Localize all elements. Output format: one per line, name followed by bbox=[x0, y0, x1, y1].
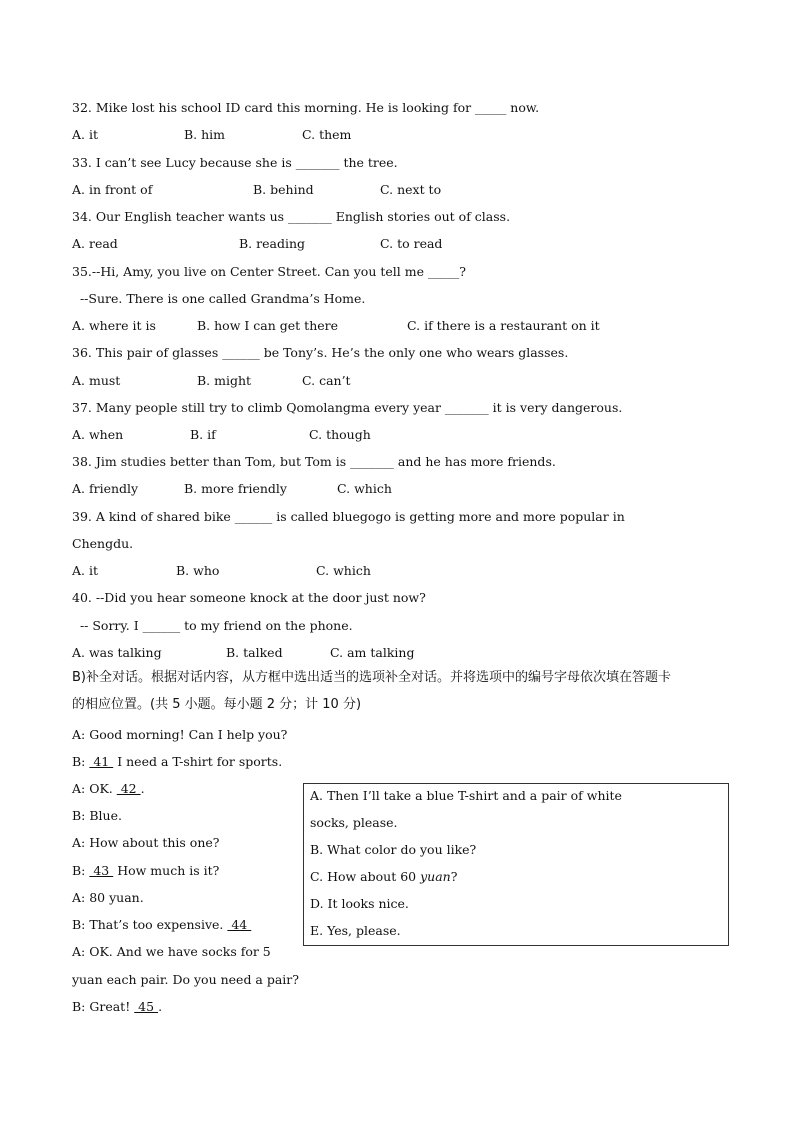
blank-45: 45 bbox=[134, 999, 159, 1014]
q39-option-b: B. who bbox=[176, 563, 220, 578]
q39-option-c: C. which bbox=[316, 563, 371, 578]
question-40-reply: -- Sorry. I ______ to my friend on the phone. bbox=[72, 618, 353, 633]
dialogue-line-2: B: 41 I need a T-shirt for sports. bbox=[72, 754, 283, 769]
dialogue-line-11: B: Great! 45 . bbox=[72, 999, 163, 1014]
question-34-stem: 34. Our English teacher wants us _______ English stories out of class. bbox=[72, 209, 511, 224]
q35-option-a: A. where it is bbox=[72, 318, 156, 333]
q40-option-a: A. was talking bbox=[72, 645, 162, 660]
dialogue-line-8: B: That’s too expensive. 44 bbox=[72, 917, 252, 932]
q37-option-a: A. when bbox=[72, 427, 124, 442]
dialogue-line-10: yuan each pair. Do you need a pair? bbox=[72, 972, 299, 987]
question-38-stem: 38. Jim studies better than Tom, but Tom is _______ and he has more friends. bbox=[72, 454, 556, 469]
dialogue-line-6: B: 43 How much is it? bbox=[72, 863, 220, 878]
dialogue-line-5: A: How about this one? bbox=[72, 835, 220, 850]
question-35-reply: --Sure. There is one called Grandma’s Home. bbox=[72, 291, 366, 306]
dialogue-line-3: A: OK. 42 . bbox=[72, 781, 145, 796]
q40-option-b: B. talked bbox=[226, 645, 283, 660]
q36-option-c: C. can’t bbox=[302, 373, 351, 388]
question-40-stem: 40. --Did you hear someone knock at the door just now? bbox=[72, 590, 426, 605]
choice-b: B. What color do you like? bbox=[310, 842, 477, 857]
question-39-stem: 39. A kind of shared bike ______ is called bluegogo is getting more and more popular in bbox=[72, 509, 625, 524]
q34-option-b: B. reading bbox=[239, 236, 306, 251]
q38-option-a: A. friendly bbox=[72, 481, 139, 496]
blank-42: 42 bbox=[116, 781, 141, 796]
question-33-stem: 33. I can’t see Lucy because she is _______ the tree. bbox=[72, 155, 398, 170]
q36-option-a: A. must bbox=[72, 373, 121, 388]
q36-option-b: B. might bbox=[197, 373, 252, 388]
question-37-stem: 37. Many people still try to climb Qomolangma every year _______ it is very dangerous. bbox=[72, 400, 623, 415]
choice-c: C. How about 60 yuan? bbox=[310, 869, 458, 884]
choice-d: D. It looks nice. bbox=[310, 896, 409, 911]
q35-option-c: C. if there is a restaurant on it bbox=[407, 318, 600, 333]
section-b-instruction-cont: 的相应位置。(共 5 小题。每小题 2 分；计 10 分) bbox=[72, 697, 362, 712]
q34-option-c: C. to read bbox=[380, 236, 443, 251]
section-b-instruction: B)补全对话。根据对话内容，从方框中选出适当的选项补全对话。并将选项中的编号字母依次填在答题卡 bbox=[72, 670, 671, 685]
q38-option-b: B. more friendly bbox=[184, 481, 287, 496]
choices-box bbox=[303, 783, 729, 946]
dialogue-line-7: A: 80 yuan. bbox=[72, 890, 144, 905]
choice-e: E. Yes, please. bbox=[310, 923, 401, 938]
q33-option-b: B. behind bbox=[253, 182, 314, 197]
question-32-stem: 32. Mike lost his school ID card this morning. He is looking for _____ now. bbox=[72, 100, 540, 115]
q34-option-a: A. read bbox=[72, 236, 118, 251]
question-36-stem: 36. This pair of glasses ______ be Tony’s. He’s the only one who wears glasses. bbox=[72, 345, 569, 360]
q40-option-c: C. am talking bbox=[330, 645, 415, 660]
q32-option-b: B. him bbox=[184, 127, 226, 142]
q32-option-c: C. them bbox=[302, 127, 352, 142]
q37-option-c: C. though bbox=[309, 427, 371, 442]
q35-option-b: B. how I can get there bbox=[197, 318, 339, 333]
question-35-stem: 35.--Hi, Amy, you live on Center Street. Can you tell me _____? bbox=[72, 264, 466, 279]
choice-a-cont: socks, please. bbox=[310, 815, 398, 830]
q33-option-a: A. in front of bbox=[72, 182, 153, 197]
dialogue-line-9: A: OK. And we have socks for 5 bbox=[72, 944, 271, 959]
question-39-stem-cont: Chengdu. bbox=[72, 536, 134, 551]
blank-44: 44 bbox=[227, 917, 252, 932]
q38-option-c: C. which bbox=[337, 481, 392, 496]
q37-option-b: B. if bbox=[190, 427, 216, 442]
q33-option-c: C. next to bbox=[380, 182, 442, 197]
blank-43: 43 bbox=[89, 863, 114, 878]
q32-option-a: A. it bbox=[72, 127, 98, 142]
dialogue-line-1: A: Good morning! Can I help you? bbox=[72, 727, 288, 742]
dialogue-line-4: B: Blue. bbox=[72, 808, 122, 823]
q39-option-a: A. it bbox=[72, 563, 98, 578]
blank-41: 41 bbox=[89, 754, 114, 769]
choice-a: A. Then I’ll take a blue T-shirt and a pair of white bbox=[310, 788, 622, 803]
